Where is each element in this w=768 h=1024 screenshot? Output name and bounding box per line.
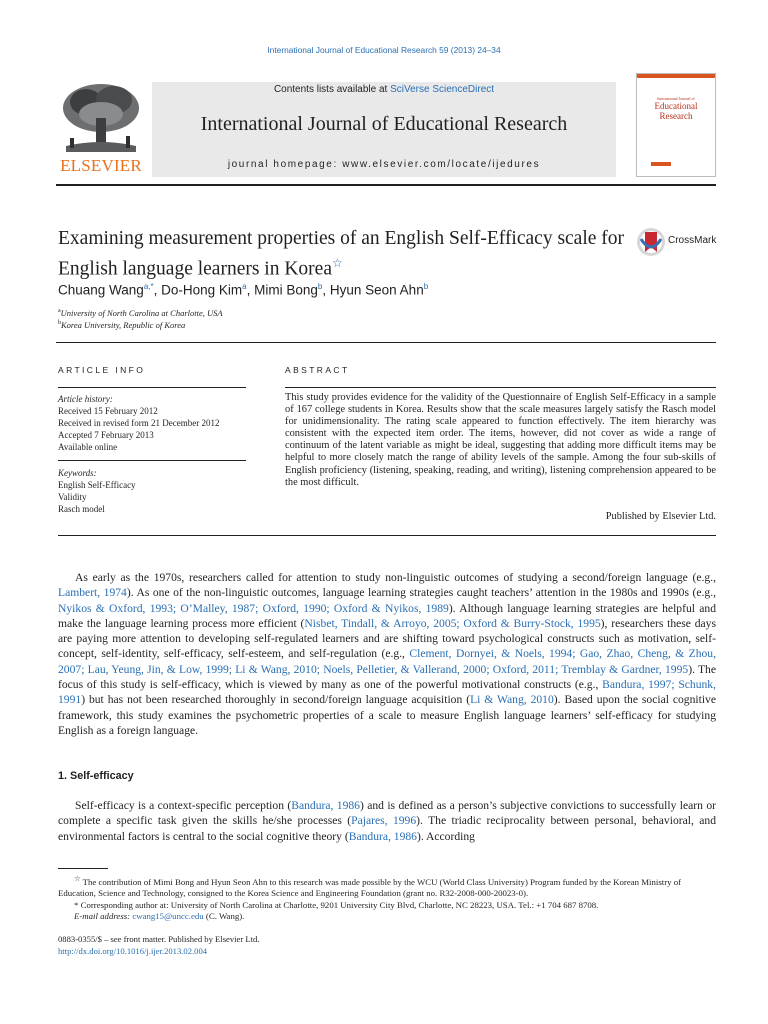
footnote-email [58, 911, 716, 922]
info-divider [56, 342, 716, 343]
text-run: ). The focus of this study is self-efficacy, which is viewed by many as one of the powerful motivational constructs (e.g., [58, 662, 716, 692]
citation-link[interactable]: Nisbet, Tindall, & Arroyo, 2005; Oxford & Burry-Stock, 1995 [304, 616, 601, 630]
crossmark-icon [636, 227, 666, 257]
history-item: Received in revised form 21 December 2012 [58, 418, 220, 428]
email-label: E-mail address: [74, 910, 131, 921]
published-by: Published by Elsevier Ltd. [605, 511, 716, 522]
elsevier-tree-icon [56, 80, 146, 154]
text-run: ). The triadic reciprocality between personal, behavioral, and environmental factors is central to the social cognitive theory ( [58, 814, 716, 843]
cover-stripe [637, 74, 715, 78]
history-item: Accepted 7 February 2013 [58, 430, 154, 440]
footnote-mark: ☆ [74, 874, 81, 883]
crossmark-badge[interactable] [636, 227, 720, 259]
citation-link[interactable]: Bandura, 1986 [348, 829, 417, 843]
keyword-item: English Self-Efficacy [58, 480, 136, 490]
bottom-info [58, 934, 259, 957]
footnote-corresponding [58, 900, 716, 911]
text-run: As early as the 1970s, researchers called for attention to study non-linguistic outcomes of studying a second/foreign language (e.g., [75, 571, 716, 584]
article-title-text: Examining measurement properties of an English Self-Efficacy scale for English language learners in Korea [58, 228, 625, 280]
author-name: Chuang Wang [58, 282, 144, 298]
author-name: Hyun Seon Ahn [329, 282, 424, 298]
cover-publisher-mark-icon [651, 160, 671, 168]
cover-title-line1: Educational [654, 101, 698, 111]
citation-link[interactable]: Nyikos & Oxford, 1993; O’Malley, 1987; Oxford, 1990; Oxford & Nyikos, 1989 [58, 601, 449, 615]
author-name: Do-Hong Kim [161, 282, 243, 298]
text-run: ). According [416, 829, 475, 843]
footnote-rule [58, 868, 108, 869]
journal-cover-thumbnail [636, 73, 716, 177]
text-run: ) but has not been researched thoroughly in second/foreign language acquisition ( [81, 693, 471, 707]
email-link[interactable]: cwang15@uncc.edu [132, 910, 204, 921]
citation-link[interactable]: Pajares, 1996 [351, 814, 417, 828]
article-info-rule [58, 387, 246, 388]
text-run: ). Although language learning strategies are helpful and make the language learning process more efficient ( [58, 601, 716, 630]
text-run: ), researchers these days are paying more attention to developing self-regulated learners and are shifting toward psychological constructs such as motivation, self-concept, self-identity, self-efficacy, self-esteem, and self-regulation (e.g., [58, 616, 716, 661]
elsevier-logo [56, 80, 146, 175]
journal-banner [152, 82, 616, 177]
affiliation [58, 308, 223, 318]
footnote-funding [58, 873, 716, 900]
author-separator: , [246, 282, 255, 298]
abstract-label: ABSTRACT [285, 365, 350, 375]
journal-title: International Journal of Educational Research [200, 113, 568, 135]
abstract-bottom-rule [58, 535, 716, 536]
text-run: ). Based upon the social cognitive framework, this study examines the psychometric properties of a scale to measure English language learners’ self-efficacy for studying English as a foreign language. [58, 693, 717, 737]
author-list [58, 282, 428, 298]
keywords-heading: Keywords: [58, 468, 97, 478]
cover-title [637, 101, 715, 121]
footnote-mark: * [74, 899, 79, 910]
cover-title-line2: Research [659, 111, 693, 121]
author-affil-mark[interactable]: a,* [143, 282, 154, 291]
history-item: Received 15 February 2012 [58, 406, 158, 416]
text-run: Self-efficacy is a context-specific perception ( [75, 799, 292, 812]
text-run: ). As one of the non-linguistic outcomes, language learning strategies caught teachers’ attention in the 1980s and 1990s (e.g., [126, 586, 716, 600]
email-owner: (C. Wang). [205, 910, 245, 921]
homepage-line [152, 159, 616, 170]
article-info-label: ARTICLE INFO [58, 365, 146, 375]
abstract-rule [285, 387, 716, 388]
affiliation-mark: b [58, 320, 61, 327]
contents-prefix: Contents lists available at [273, 84, 391, 95]
keywords-rule [58, 460, 246, 461]
author-affil-mark[interactable]: a [242, 282, 247, 291]
text-run: ) and is defined as a person’s subjective convictions to successfully learn or complete a specific task given the skills he/she processes ( [58, 799, 716, 828]
doi-link[interactable]: http://dx.doi.org/10.1016/j.ijer.2013.02.004 [58, 945, 208, 956]
homepage-prefix: journal homepage: [227, 159, 343, 170]
affiliation-text: Korea University, Republic of Korea [61, 320, 186, 330]
author-affil-mark[interactable]: b [423, 282, 429, 291]
footnotes [58, 873, 716, 922]
keywords [58, 467, 136, 515]
abstract-text: This study provides evidence for the validity of the Questionnaire of English Self-Efficacy in a sample of 167 college students in Korea. Results show that the scale measures largely satisfy the Rasch model for unidimensionality. The rating scale appeared to function effectively. The item hierarchy was consistent with the expected item order. The items, however, did not cover as wide a range of continuum of the latent variable as might be ideal, suggesting that adding more difficult items may be helpful to more closely match the range of ability levels of the sample. Among the four sub-skills of English proficiency (listening, speaking, reading, and writing), listening comprehension appeared to be the most difficult. [285, 392, 716, 488]
author-affil-mark[interactable]: b [317, 282, 323, 291]
contents-line [152, 84, 616, 95]
author-separator: , [322, 282, 330, 298]
crossmark-label: CrossMark [668, 235, 717, 246]
citation-link[interactable]: Bandura, 1986 [291, 799, 360, 812]
footnote-text: Corresponding author at: University of North Carolina at Charlotte, 9201 University City Blvd, Charlotte, NC 28223, USA. Tel.: +1 704 687 8708. [80, 899, 599, 910]
history-heading: Article history: [58, 394, 113, 404]
header-divider [56, 184, 716, 186]
publisher-logo-text: ELSEVIER [60, 156, 142, 175]
affiliation-mark: a [58, 308, 61, 315]
keyword-item: Validity [58, 492, 87, 502]
article-history [58, 393, 219, 453]
footnote-text: The contribution of Mimi Bong and Hyun Seon Ahn to this research was made possible by the WCU (World Class University) Program funded by the Korean Ministry of Education, Science and Technology, consigned to the Korea Science and Engineering Foundation (grant no. R32-2008-000-20023-0). [58, 876, 682, 899]
author-separator: , [153, 282, 162, 298]
journal-reference[interactable]: International Journal of Educational Research 59 (2013) 24–34 [267, 45, 501, 55]
issn-line: 0883-0355/$ – see front matter. Published by Elsevier Ltd. [58, 934, 260, 944]
section1-paragraph [58, 798, 716, 844]
article-title [58, 227, 628, 282]
citation-link[interactable]: Clement, Dornyei, & Noels, 1994; Gao, Zhao, Cheng, & Zhou, 2007; Lau, Yeung, Jin, & Low, 1999; Li & Wang, 2010; Noels, Pelletier, & Vallerand, 2000; Oxford, 2011; Tremblay & Gardner, 1995 [58, 647, 716, 676]
keyword-item: Rasch model [58, 504, 105, 514]
homepage-url[interactable]: www.elsevier.com/locate/ijedures [342, 159, 541, 170]
intro-paragraph [58, 570, 716, 738]
affiliation-text: University of North Carolina at Charlotte, USA [60, 308, 223, 318]
title-footnote-mark[interactable]: ☆ [331, 256, 343, 270]
author-name: Mimi Bong [254, 282, 318, 298]
sciencedirect-link[interactable]: SciVerse ScienceDirect [390, 84, 495, 95]
affiliation [58, 320, 185, 330]
cover-small-text: International Journal of [657, 96, 695, 101]
section-heading: 1. Self-efficacy [58, 770, 134, 782]
citation-link[interactable]: Bandura, 1997; Schunk, 1991 [58, 678, 716, 707]
history-item: Available online [58, 442, 118, 452]
citation-link[interactable]: Li & Wang, 2010 [470, 693, 554, 707]
citation-link[interactable]: Lambert, 1974 [58, 586, 127, 600]
